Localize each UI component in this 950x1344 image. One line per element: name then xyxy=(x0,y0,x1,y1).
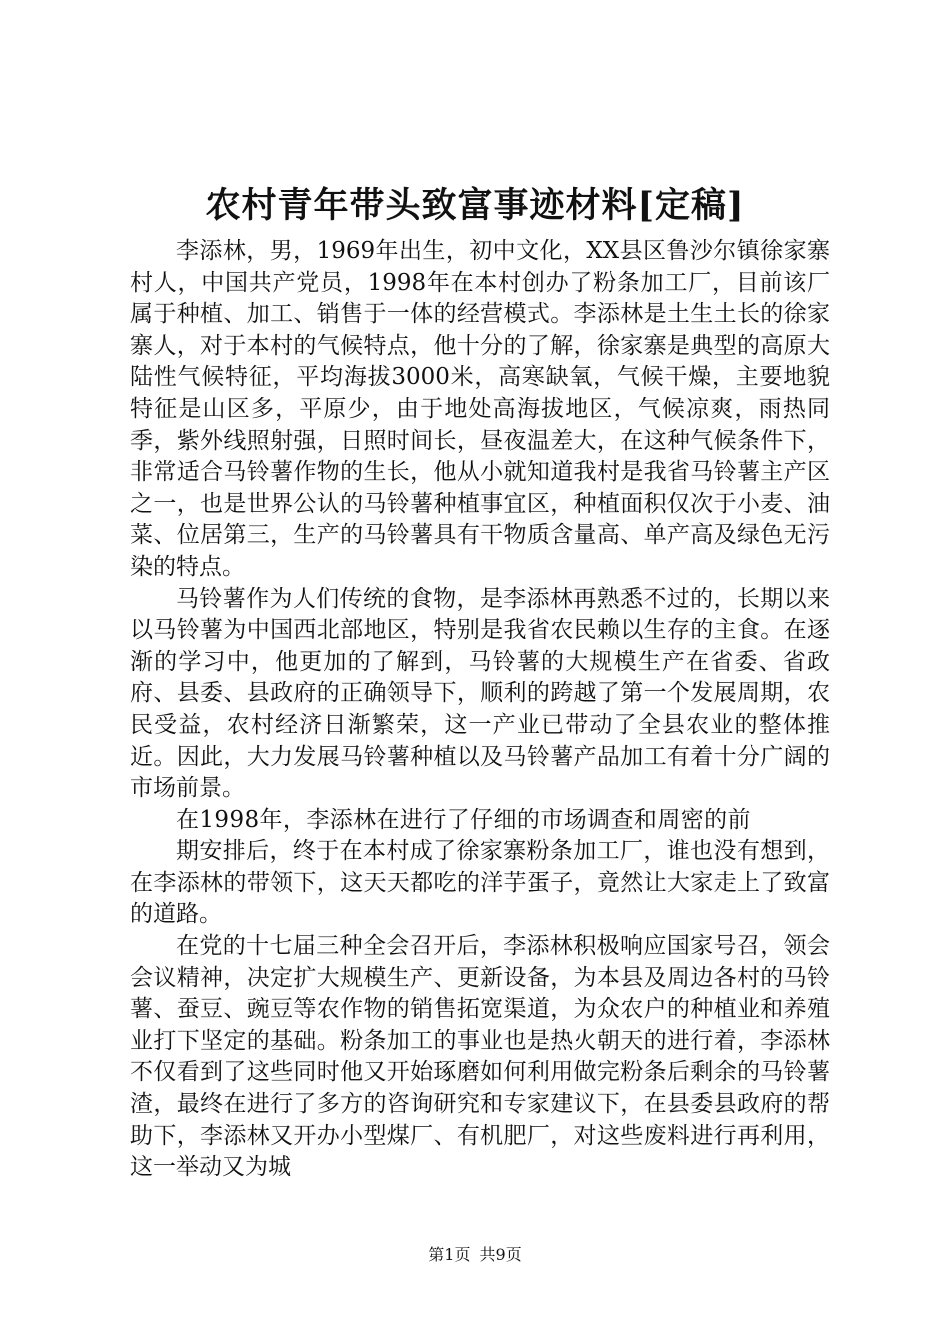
page-total: 共9页 xyxy=(479,1245,522,1264)
paragraph: 李添林，男，1969年出生，初中文化，XX县区鲁沙尔镇徐家寨村人，中国共产党员，1998年在本村创办了粉条加工厂，目前该厂属于种植、加工、销售于一体的经营模式。李添林是土生土长的徐家寨人，对于本村的气候特点，他十分的了解，徐家寨是典型的高原大陆性气候特征，平均海拔3000米，高寒缺氧，气候干燥，主要地貌特征是山区多，平原少，由于地处高海拔地区，气候凉爽，雨热同季，紫外线照射强，日照时间长，昼夜温差大，在这种气候条件下，非常适合马铃薯作物的生长，他从小就知道我村是我省马铃薯主产区之一，也是世界公认的马铃薯种植事宜区，种植面积仅次于小麦、油菜、位居第三，生产的马铃薯具有干物质含量高、单产高及绿色无污染的特点。 xyxy=(130,238,830,580)
page-footer xyxy=(0,1244,950,1266)
document-title: 农村青年带头致富事迹材料[定稿] xyxy=(205,185,745,226)
paragraph: 在1998年，李添林在进行了仔细的市场调查和周密的前 xyxy=(176,806,751,833)
document-body xyxy=(130,236,830,1184)
paragraph: 期安排后，终于在本村成了徐家寨粉条加工厂，谁也没有想到，在李添林的带领下，这天天都吃的洋芋蛋子，竟然让大家走上了致富的道路。 xyxy=(130,838,830,928)
page-number: 第1页 xyxy=(428,1245,471,1264)
paragraph: 在党的十七届三种全会召开后，李添林积极响应国家号召，领会会议精神，决定扩大规模生产、更新设备，为本县及周边各村的马铃薯、蚕豆、豌豆等农作物的销售拓宽渠道，为众农户的种植业和养殖业打下坚定的基础。粉条加工的事业也是热火朝天的进行着，李添林不仅看到了这些同时他又开始琢磨如何利用做完粉条后剩余的马铃薯渣，最终在进行了多方的咨询研究和专家建议下，在县委县政府的帮助下，李添林又开办小型煤厂、有机肥厂，对这些废料进行再利用，这一举动又为城 xyxy=(130,933,830,1181)
paragraph: 马铃薯作为人们传统的食物，是李添林再熟悉不过的，长期以来以马铃薯为中国西北部地区，特别是我省农民赖以生存的主食。在逐渐的学习中，他更加的了解到，马铃薯的大规模生产在省委、省政府、县委、县政府的正确领导下，顺利的跨越了第一个发展周期，农民受益，农村经济日渐繁荣，这一产业已带动了全县农业的整体推近。因此，大力发展马铃薯种植以及马铃薯产品加工有着十分广阔的市场前景。 xyxy=(130,585,830,802)
